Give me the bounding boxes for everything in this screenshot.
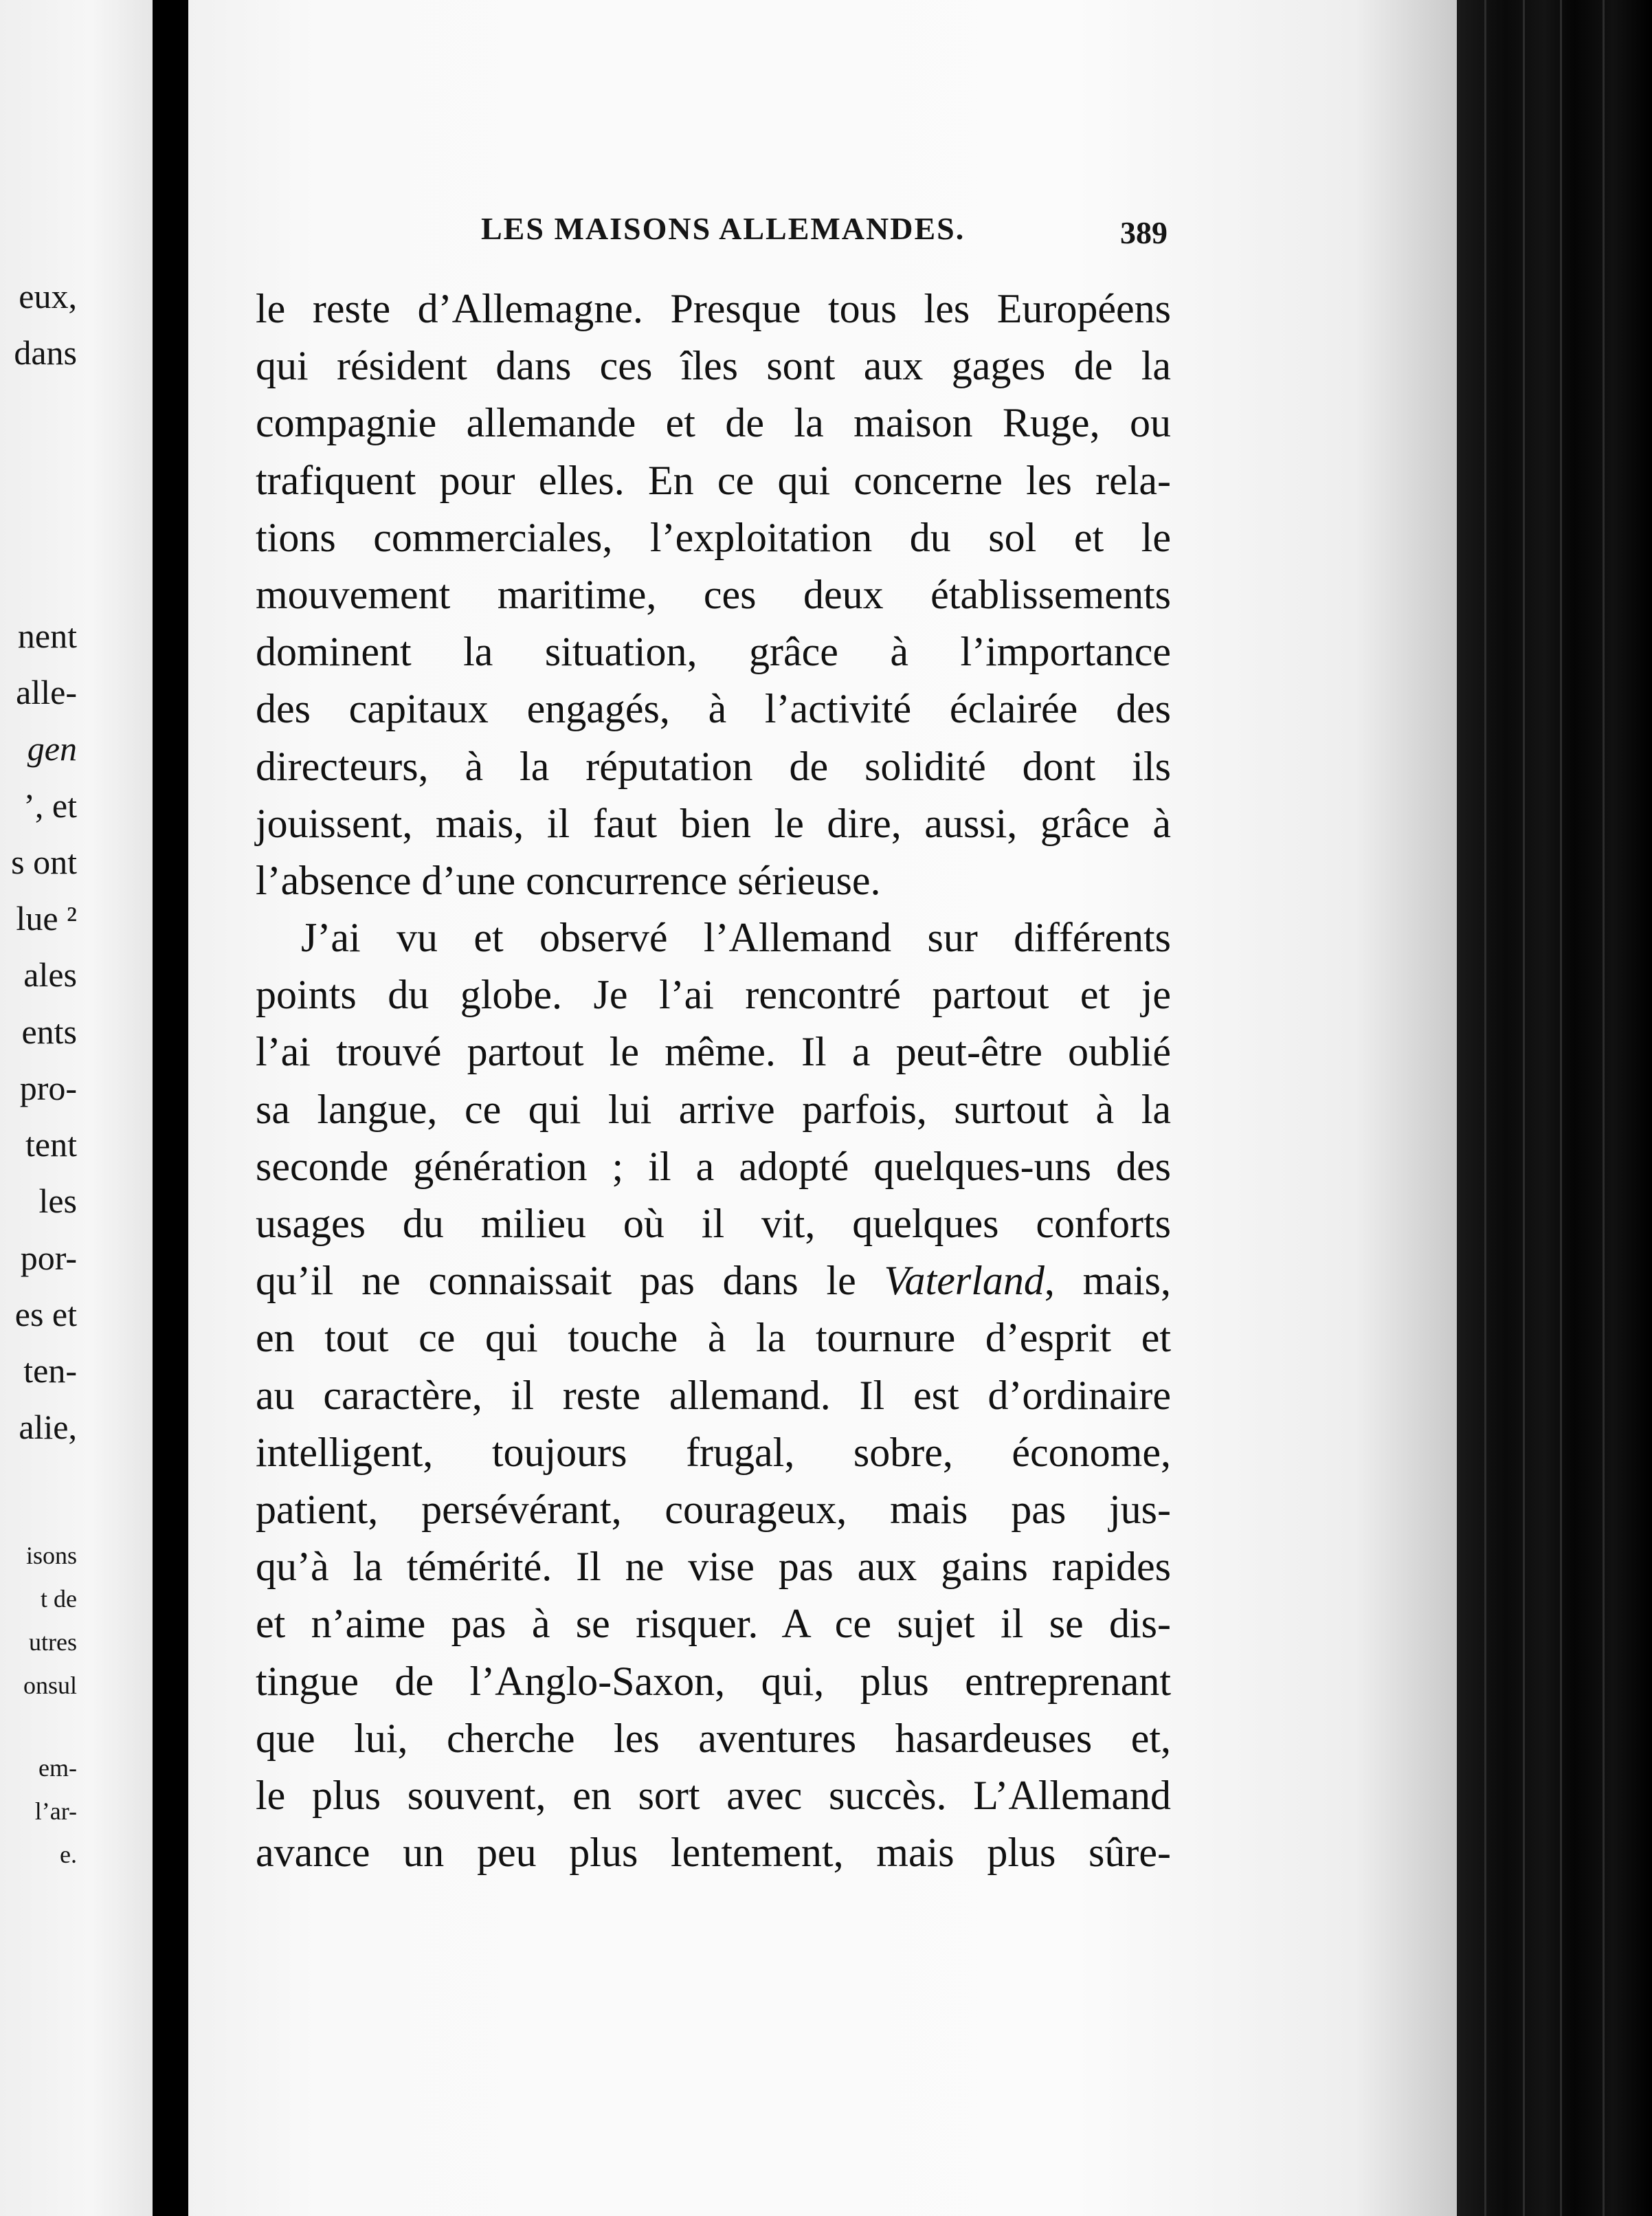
left-page-line: pro-: [19, 1069, 77, 1107]
left-page-line: tent: [25, 1125, 77, 1164]
left-page-footnote-line: e.: [60, 1841, 77, 1868]
left-page-line: es et: [14, 1295, 77, 1333]
running-head: LES MAISONS ALLEMANDES.: [481, 211, 965, 246]
body-text: [256, 280, 1171, 1881]
text-line: le plus souvent, en sort avec succès. L’Allemand: [256, 1772, 1171, 1818]
text-line: points du globe. Je l’ai rencontré partout et je: [256, 972, 1171, 1018]
text-line: et n’aime pas à se risquer. A ce sujet il se dis-: [256, 1601, 1171, 1647]
paragraph: [256, 280, 1171, 909]
italic-word: Vaterland: [884, 1258, 1045, 1304]
text-line: l’ai trouvé partout le même. Il a peut-être oublié: [256, 1029, 1171, 1075]
left-page-footnote-line: l’ar-: [34, 1797, 77, 1825]
left-page-footnote-line: isons: [25, 1542, 77, 1569]
book-gutter: [153, 0, 188, 2216]
text-line: en tout ce qui touche à la tournure d’esprit et: [256, 1315, 1171, 1361]
text-line: tions commerciales, l’exploitation du sol et le: [256, 514, 1171, 560]
text-line: qui résident dans ces îles sont aux gages de la: [256, 343, 1171, 389]
text-line: sa langue, ce qui lui arrive parfois, surtout à la: [256, 1086, 1171, 1132]
page-edge-line: [1603, 0, 1605, 2216]
text-segment: , mais,: [1044, 1258, 1171, 1304]
paragraph: [256, 909, 1171, 1881]
facing-page-fragment: [0, 0, 153, 2216]
text-line: que lui, cherche les aventures hasardeuses et,: [256, 1715, 1171, 1761]
text-line: trafiquent pour elles. En ce qui concerne les rela-: [256, 457, 1171, 503]
text-line: J’ai vu et observé l’Allemand sur différents: [301, 915, 1171, 961]
left-page-line: gen: [27, 729, 77, 768]
page-edge-line: [1523, 0, 1525, 2216]
text-line: patient, persévérant, courageux, mais pas jus-: [256, 1486, 1171, 1532]
text-line: mouvement maritime, ces deux établissements: [256, 571, 1171, 617]
text-line: avance un peu plus lentement, mais plus sûre-: [256, 1830, 1171, 1876]
text-line: compagnie allemande et de la maison Ruge, ou: [256, 400, 1171, 446]
left-page-line: ten-: [23, 1351, 77, 1390]
left-page-line: les: [38, 1182, 77, 1220]
page-number: 389: [1120, 215, 1168, 250]
text-line: tingue de l’Anglo-Saxon, qui, plus entreprenant: [256, 1658, 1171, 1704]
book-page-edges: [1457, 0, 1652, 2216]
text-line: dominent la situation, grâce à l’importance: [256, 629, 1171, 675]
left-page-line: nent: [17, 617, 77, 655]
left-page-line: ales: [23, 955, 77, 994]
text-line: qu’à la témérité. Il ne vise pas aux gains rapides: [256, 1544, 1171, 1590]
text-segment: qu’il ne connaissait pas dans le: [256, 1258, 884, 1304]
text-line: au caractère, il reste allemand. Il est d’ordinaire: [256, 1372, 1171, 1418]
left-page-line: dans: [14, 333, 77, 372]
text-line: jouissent, mais, il faut bien le dire, aussi, grâce à: [256, 800, 1171, 846]
left-page-line: ’, et: [23, 786, 77, 825]
left-page-line: alie,: [19, 1408, 77, 1446]
left-page-line: ents: [21, 1012, 77, 1051]
text-line: directeurs, à la réputation de solidité dont ils: [256, 743, 1171, 789]
left-page-footnote-line: utres: [29, 1628, 77, 1656]
text-line: des capitaux engagés, à l’activité éclairée des: [256, 686, 1171, 732]
text-line: seconde génération ; il a adopté quelques-uns des: [256, 1143, 1171, 1189]
text-line: [256, 1252, 1171, 1309]
text-line: l’absence d’une concurrence sérieuse.: [256, 857, 881, 903]
left-page-footnote-line: em-: [38, 1754, 77, 1782]
left-page-footnote-line: t de: [41, 1585, 77, 1613]
text-line: usages du milieu où il vit, quelques conforts: [256, 1201, 1171, 1246]
left-page-line: por-: [20, 1239, 77, 1277]
page-edge-line: [1560, 0, 1562, 2216]
left-page-footnote-line: onsul: [23, 1672, 77, 1699]
left-page-line: lue ²: [16, 899, 77, 938]
text-line: le reste d’Allemagne. Presque tous les Européens: [256, 286, 1171, 331]
text-line: intelligent, toujours frugal, sobre, économe,: [256, 1429, 1171, 1475]
left-page-line: eux,: [19, 277, 77, 315]
page-edge-line: [1484, 0, 1486, 2216]
left-page-line: alle-: [16, 673, 77, 711]
left-page-line: s ont: [11, 843, 77, 881]
